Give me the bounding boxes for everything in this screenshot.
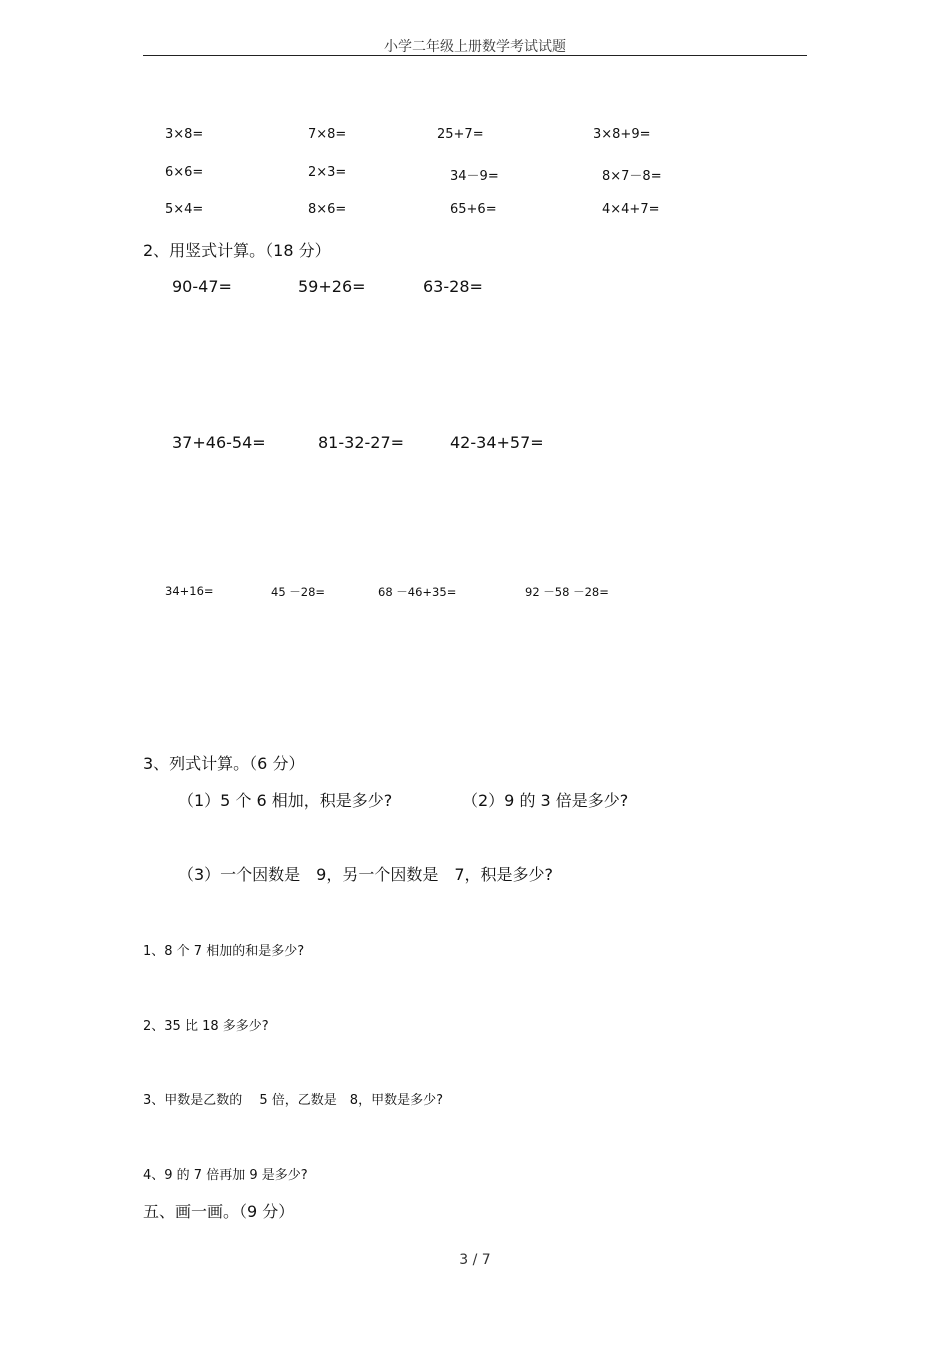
page-header-title: 小学二年级上册数学考试试题	[384, 39, 566, 55]
question-1: 1、8 个 7 相加的和是多少?	[143, 944, 305, 959]
section-5-heading: 五、画一画。（9 分）	[143, 1202, 295, 1221]
section-2-heading: 2、用竖式计算。（18 分）	[143, 241, 331, 260]
oral-r1-c1: 3×8=	[165, 127, 204, 142]
oral-r3-c3: 65+6=	[450, 202, 497, 217]
oral-r3-c2: 8×6=	[308, 202, 347, 217]
oral-r1-c2: 7×8=	[308, 127, 347, 142]
oral-r1-c4: 3×8+9=	[593, 127, 651, 142]
oral-r3-c1: 5×4=	[165, 202, 204, 217]
vertical-calc-r3-c4: 92 －58 －28=	[525, 585, 609, 599]
oral-r2-c3: 34－9=	[450, 169, 499, 184]
question-2: 2、35 比 18 多多少?	[143, 1019, 269, 1034]
vertical-calc-r3-c3: 68 －46+35=	[378, 585, 457, 599]
page-number: 3 / 7	[459, 1252, 491, 1268]
question-4: 4、9 的 7 倍再加 9 是多少?	[143, 1168, 308, 1183]
vertical-calc-r2-c1: 37+46-54=	[172, 433, 266, 452]
question-3: 3、甲数是乙数的 5 倍，乙数是 8，甲数是多少?	[143, 1093, 443, 1108]
vertical-calc-r2-c2: 81-32-27=	[318, 433, 405, 452]
vertical-calc-r2-c3: 42-34+57=	[450, 433, 544, 452]
oral-r2-c2: 2×3=	[308, 165, 347, 180]
section-3-q3: （3）一个因数是 9，另一个因数是 7，积是多少?	[178, 865, 554, 884]
section-3-q2: （2）9 的 3 倍是多少?	[462, 791, 629, 810]
section-3-heading: 3、列式计算。（6 分）	[143, 754, 305, 773]
vertical-calc-r1-c1: 90-47=	[172, 277, 232, 296]
section-3-q1: （1）5 个 6 相加，积是多少?	[178, 791, 393, 810]
vertical-calc-r1-c2: 59+26=	[298, 277, 366, 296]
vertical-calc-r1-c3: 63-28=	[423, 277, 483, 296]
vertical-calc-r3-c1: 34+16=	[165, 584, 214, 598]
oral-r2-c1: 6×6=	[165, 165, 204, 180]
oral-r2-c4: 8×7－8=	[602, 169, 662, 184]
oral-r1-c3: 25+7=	[437, 127, 484, 142]
vertical-calc-r3-c2: 45 －28=	[271, 585, 326, 599]
oral-r3-c4: 4×4+7=	[602, 202, 660, 217]
header-rule	[143, 55, 807, 56]
